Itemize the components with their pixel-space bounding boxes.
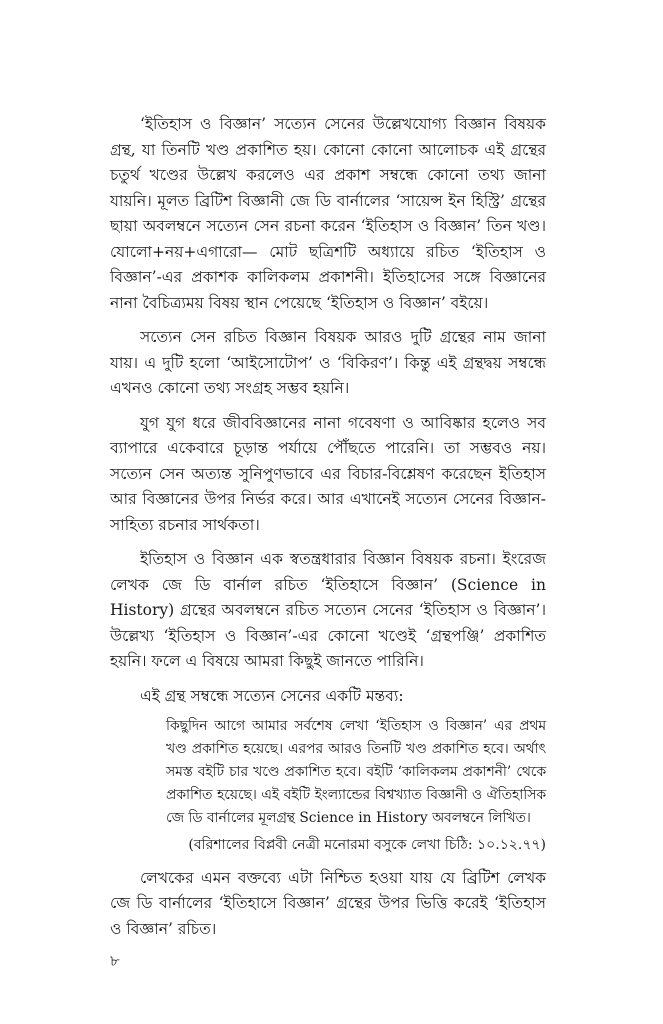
paragraph-1: ‘ইতিহাস ও বিজ্ঞান’ সত্যেন সেনের উল্লেখযোগ্য বিজ্ঞান বিষয়ক গ্রন্থ, যা তিনটি খণ্ড প্রকাশিত হয়। কোনো কোনো আলোচক এই গ্রন্থের চতুর্থ খণ্ডের উল্লেখ করলেও এর প্রকাশ সম্বন্ধে কোনো তথ্য জানা যায়নি। মূলত ব্রিটিশ বিজ্ঞানী জে ডি বার্নালের ‘সায়েন্স ইন হিস্ট্রি’ গ্রন্থের ছায়া অবলম্বনে সত্যেন সেন রচনা করেন ‘ইতিহাস ও বিজ্ঞান’ তিন খণ্ড। যোলো+নয়+এগারো— মোট ছত্রিশটি অধ্যায়ে রচিত ‘ইতিহাস ও বিজ্ঞান’-এর প্রকাশক কালিকলম প্রকাশনী। ইতিহাসের সঙ্গে বিজ্ঞানের নানা বৈচিত্র্যময় বিষয় স্থান পেয়েছে ‘ইতিহাস ও বিজ্ঞান’ বইয়ে। [110, 115, 546, 312]
closing-paragraph: লেখকের এমন বক্তব্যে এটা নিশ্চিত হওয়া যায় যে ব্রিটিশ লেখক জে ডি বার্নালের ‘ইতিহাসে বিজ্ঞান’ গ্রন্থের উপর ভিত্তি করেই ‘ইতিহাস ও বিজ্ঞান’ রচিত। [110, 868, 546, 938]
paragraph-4: ইতিহাস ও বিজ্ঞান এক স্বতন্ত্রধারার বিজ্ঞান বিষয়ক রচনা। ইংরেজ লেখক জে ডি বার্নাল রচিত ‘ইতিহাসে বিজ্ঞান’ (Science in History) গ্রন্থের অবলম্বনে রচিত সত্যেন সেনের ‘ইতিহাস ও বিজ্ঞান’। উল্লেখ্য ‘ইতিহাস ও বিজ্ঞান’-এর কোনো খণ্ডেই ‘গ্রন্থপঞ্জি’ প্রকাশিত হয়নি। ফলে এ বিষয়ে আমরা কিছুই জানতে পারিনি। [110, 550, 546, 670]
page-body [110, 112, 546, 951]
quote-lead: এই গ্রন্থ সম্বন্ধে সত্যেন সেনের একটি মন্তব্য: [140, 686, 404, 705]
paragraph-2: সত্যেন সেন রচিত বিজ্ঞান বিষয়ক আরও দুটি গ্রন্থের নাম জানা যায়। এ দুটি হলো ‘আইসোটোপ’ ও ‘বিকিরণ’। কিন্তু এই গ্রন্থদ্বয় সম্বন্ধে এখনও কোনো তথ্য সংগ্রহ সম্ভব হয়নি। [110, 328, 546, 397]
paragraph-3: যুগ যুগ ধরে জীববিজ্ঞানের নানা গবেষণা ও আবিষ্কার হলেও সব ব্যাপারে একেবারে চূড়ান্ত পর্যায়ে পৌঁছতে পারেনি। তা সম্ভবও নয়। সত্যেন সেন অত্যন্ত সুনিপুণভাবে এর বিচার-বিশ্লেষণ করেছেন ইতিহাস আর বিজ্ঞানের উপর নির্ভর করে। আর এখানেই সত্যেন সেনের বিজ্ঞান-সাহিত্য রচনার সার্থকতা। [110, 413, 546, 534]
block-quote: কিছুদিন আগে আমার সর্বশেষ লেখা ‘ইতিহাস ও বিজ্ঞান’ এর প্রথম খণ্ড প্রকাশিত হয়েছে। এরপর আরও তিনটি খণ্ড প্রকাশিত হবে। অর্থাৎ সমস্ত বইটি চার খণ্ডে প্রকাশিত হবে। বইটি ‘কালিকলম প্রকাশনী’ থেকে প্রকাশিত হয়েছে। এই বইটি ইংল্যান্ডের বিশ্বখ্যাত বিজ্ঞানী ও ঐতিহাসিক জে ডি বার্নালের মূলগ্রন্থ Science in History অবলম্বনে লিখিত। [166, 717, 546, 826]
page-number: ৮ [110, 952, 120, 970]
quote-citation: (বরিশালের বিপ্লবী নেত্রী মনোরমা বসুকে লেখা চিঠি: ১০.১২.৭৭) [188, 836, 546, 853]
